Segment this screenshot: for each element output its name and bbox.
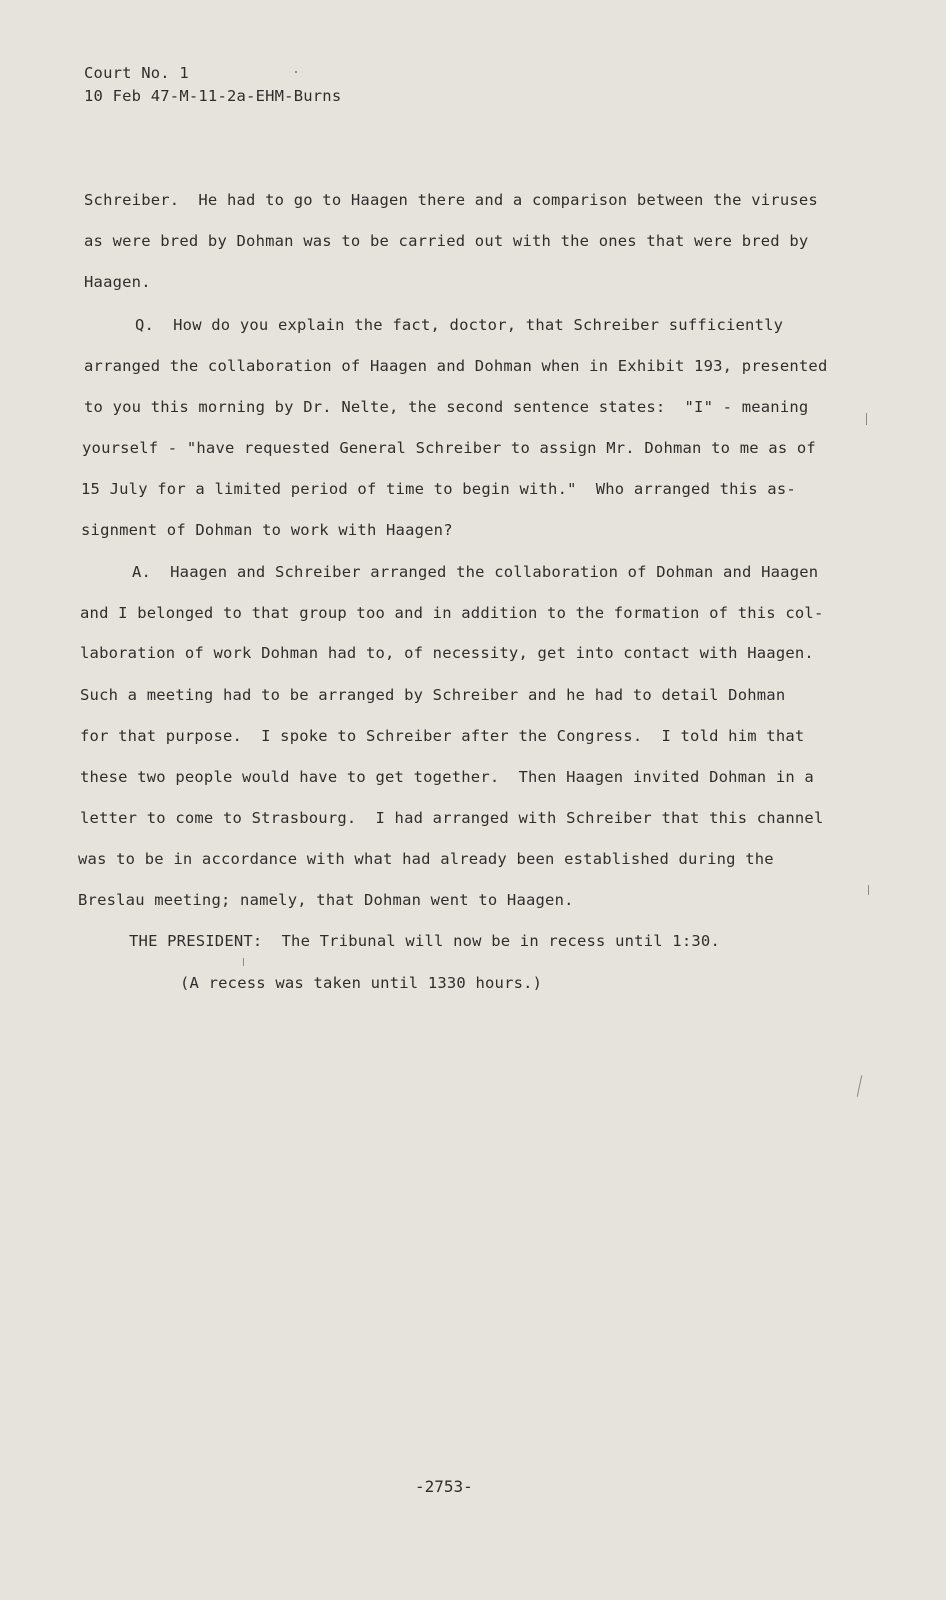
paper-mark: [857, 1075, 863, 1097]
answer-line: and I belonged to that group too and in addition to the formation of this col-: [80, 604, 824, 622]
session-reference: 10 Feb 47-M-11-2a-EHM-Burns: [84, 87, 342, 105]
question-line: 15 July for a limited period of time to begin with." Who arranged this as-: [81, 480, 796, 498]
recess-note: (A recess was taken until 1330 hours.): [180, 974, 543, 992]
paragraph-line: Haagen.: [84, 273, 151, 291]
answer-line: was to be in accordance with what had already been established during the: [78, 850, 774, 868]
paper-mark: [295, 71, 297, 73]
answer-line: A. Haagen and Schreiber arranged the collaboration of Dohman and Haagen: [132, 563, 819, 581]
question-line: Q. How do you explain the fact, doctor, that Schreiber sufficiently: [135, 316, 784, 334]
paper-mark: [868, 885, 869, 895]
answer-line: laboration of work Dohman had to, of necessity, get into contact with Haagen.: [80, 644, 814, 662]
paper-mark: [866, 413, 867, 425]
question-line: to you this morning by Dr. Nelte, the second sentence states: "I" - meaning: [84, 398, 809, 416]
page-number: -2753-: [415, 1477, 473, 1496]
paper-mark: [243, 958, 244, 966]
question-line: arranged the collaboration of Haagen and Dohman when in Exhibit 193, presented: [84, 357, 828, 375]
paragraph-line: as were bred by Dohman was to be carried out with the ones that were bred by: [84, 232, 809, 250]
court-number: Court No. 1: [84, 64, 189, 82]
answer-line: letter to come to Strasbourg. I had arranged with Schreiber that this channel: [80, 809, 824, 827]
answer-line: Breslau meeting; namely, that Dohman went to Haagen.: [78, 891, 574, 909]
paragraph-line: Schreiber. He had to go to Haagen there and a comparison between the viruses: [84, 191, 818, 209]
answer-line: Such a meeting had to be arranged by Schreiber and he had to detail Dohman: [80, 686, 786, 704]
question-line: signment of Dohman to work with Haagen?: [81, 521, 453, 539]
question-line: yourself - "have requested General Schreiber to assign Mr. Dohman to me as of: [82, 439, 816, 457]
answer-line: these two people would have to get together. Then Haagen invited Dohman in a: [80, 768, 814, 786]
answer-line: for that purpose. I spoke to Schreiber after the Congress. I told him that: [80, 727, 805, 745]
president-statement: THE PRESIDENT: The Tribunal will now be in recess until 1:30.: [129, 932, 720, 950]
